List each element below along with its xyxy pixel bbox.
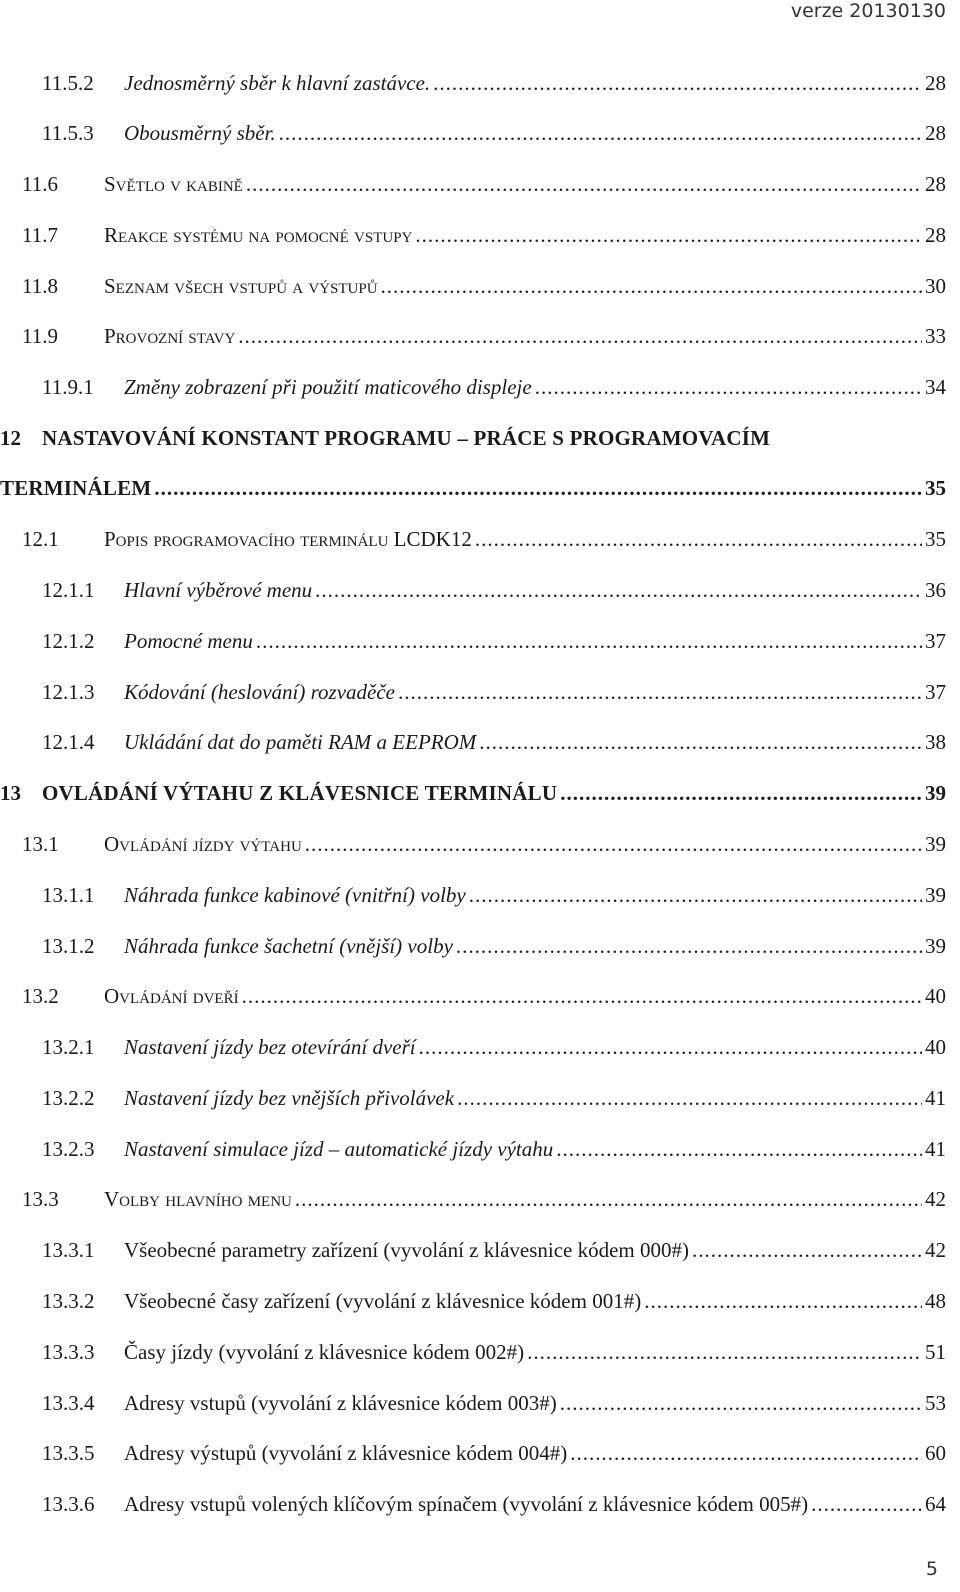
toc-entry-number: 13.3.1	[42, 1238, 95, 1262]
toc-entry-page: 64	[925, 1492, 946, 1516]
toc-entry-page: 34	[925, 375, 946, 399]
dot-leader	[535, 372, 922, 402]
toc-entry[interactable]	[0, 727, 946, 757]
toc-entry-number: 13.3.2	[42, 1289, 95, 1313]
dot-leader	[419, 1032, 922, 1062]
toc-entry-title: Adresy vstupů (vyvolání z klávesnice kódem 003#)	[124, 1391, 557, 1415]
toc-entry[interactable]	[0, 169, 946, 199]
toc-entry-page: 39	[925, 781, 946, 805]
toc-entry-title: Všeobecné časy zařízení (vyvolání z klávesnice kódem 001#)	[124, 1289, 642, 1313]
toc-entry-title: Seznam všech vstupů a výstupů	[104, 274, 378, 298]
toc-entry-page: 41	[925, 1137, 946, 1161]
toc-entry-page: 60	[925, 1441, 946, 1465]
toc-entry[interactable]	[0, 1286, 946, 1316]
toc-entry[interactable]	[0, 981, 946, 1011]
toc-entry-title: Obousměrný sběr.	[124, 121, 276, 145]
dot-leader	[315, 575, 922, 605]
toc-entry[interactable]	[0, 220, 946, 250]
toc-entry-title: TERMINÁLEM	[0, 476, 152, 500]
toc-entry-page: 28	[925, 223, 946, 247]
toc-entry-page: 39	[925, 934, 946, 958]
dot-leader	[527, 1337, 922, 1367]
toc-entry-number: 12.1.4	[42, 730, 95, 754]
toc-entry-page: 42	[925, 1238, 946, 1262]
toc-entry-title: Nastavení jízdy bez otevírání dveří	[124, 1035, 416, 1059]
toc-entry-page: 53	[925, 1391, 946, 1415]
dot-leader	[469, 880, 922, 910]
dot-leader	[570, 1438, 922, 1468]
toc-entry-number: 13.3.6	[42, 1492, 95, 1516]
dot-leader	[692, 1235, 922, 1265]
toc-entry-number: 11.9	[22, 324, 58, 348]
dot-leader	[242, 981, 922, 1011]
toc-entry[interactable]	[0, 931, 946, 961]
dot-leader	[456, 931, 922, 961]
toc-entry-title: Popis programovacího terminálu LCDK12	[104, 527, 472, 551]
toc-entry-title: Nastavení simulace jízd – automatické jízdy výtahu	[124, 1137, 554, 1161]
toc-entry-number: 11.5.2	[42, 71, 94, 95]
dot-leader	[154, 473, 922, 503]
dot-leader	[475, 524, 922, 554]
toc-entry-number: 12.1.3	[42, 680, 95, 704]
toc-entry-number: 12.1	[22, 527, 59, 551]
dot-leader	[398, 677, 922, 707]
toc-entry-number: 13.2.3	[42, 1137, 95, 1161]
dot-leader	[433, 68, 922, 98]
dot-leader	[295, 1184, 922, 1214]
version-label: verze 20130130	[790, 0, 946, 22]
toc-entry-page: 37	[925, 680, 946, 704]
toc-entry-chapter-heading[interactable]	[0, 423, 946, 453]
toc-entry-title: Kódování (heslování) rozvaděče	[124, 680, 395, 704]
toc-entry-title: Reakce systému na pomocné vstupy	[104, 223, 413, 247]
toc-entry-page: 41	[925, 1086, 946, 1110]
toc-entry-page: 37	[925, 629, 946, 653]
dot-leader	[556, 1134, 922, 1164]
toc-entry[interactable]	[0, 1489, 946, 1519]
toc-entry-number: 11.5.3	[42, 121, 94, 145]
toc-entry-page: 40	[925, 1035, 946, 1059]
toc-entry-chapter-continuation[interactable]	[0, 473, 946, 503]
toc-entry-number: 13.3.4	[42, 1391, 95, 1415]
toc-entry-number: 13.2	[22, 984, 59, 1008]
toc-entry-page: 36	[925, 578, 946, 602]
toc-entry-page: 30	[925, 274, 946, 298]
page-number: 5	[925, 1558, 938, 1580]
toc-entry[interactable]	[0, 829, 946, 859]
toc-entry[interactable]	[0, 1337, 946, 1367]
toc-entry[interactable]	[0, 677, 946, 707]
toc-entry-title: Ovládání jízdy výtahu	[104, 832, 302, 856]
toc-entry-title: Provozní stavy	[104, 324, 236, 348]
toc-entry-number: 11.9.1	[42, 375, 94, 399]
dot-leader	[811, 1489, 922, 1519]
dot-leader	[560, 1388, 922, 1418]
toc-entry-number: 13.1	[22, 832, 59, 856]
toc-entry[interactable]	[0, 1032, 946, 1062]
toc-entry-number: 13	[0, 781, 21, 805]
toc-entry-title: Adresy vstupů volených klíčovým spínačem (vyvolání z klávesnice kódem 005#)	[124, 1492, 809, 1516]
toc-entry-title: Hlavní výběrové menu	[124, 578, 313, 602]
toc-entry-title: Změny zobrazení při použití maticového displeje	[124, 375, 532, 399]
toc-entry[interactable]	[0, 1184, 946, 1214]
dot-leader	[415, 220, 922, 250]
toc-entry[interactable]	[0, 1235, 946, 1265]
toc-entry-page: 38	[925, 730, 946, 754]
toc-entry-page: 51	[925, 1340, 946, 1364]
toc-entry-page: 40	[925, 984, 946, 1008]
toc-entry[interactable]	[0, 372, 946, 402]
dot-leader	[305, 829, 922, 859]
dot-leader	[279, 118, 922, 148]
toc-entry-title: Volby hlavního menu	[104, 1187, 292, 1211]
toc-entry-number: 13.2.1	[42, 1035, 95, 1059]
toc-entry-title: Ukládání dat do paměti RAM a EEPROM	[124, 730, 477, 754]
toc-entry[interactable]	[0, 321, 946, 351]
toc-entry-chapter[interactable]	[0, 778, 946, 808]
dot-leader	[560, 778, 922, 808]
toc-entry-title: Všeobecné parametry zařízení (vyvolání z klávesnice kódem 000#)	[124, 1238, 690, 1262]
toc-entry-number: 13.2.2	[42, 1086, 95, 1110]
toc-entry-number: 11.8	[22, 274, 58, 298]
dot-leader	[479, 727, 922, 757]
dot-leader	[246, 169, 922, 199]
toc-entry[interactable]	[0, 575, 946, 605]
toc-entry-title: Náhrada funkce šachetní (vnější) volby	[124, 934, 453, 958]
toc-entry[interactable]	[0, 524, 946, 554]
toc-entry-title: Ovládání dveří	[104, 984, 239, 1008]
toc-entry-title: Adresy výstupů (vyvolání z klávesnice kódem 004#)	[124, 1441, 568, 1465]
toc-entry-title: Světlo v kabině	[104, 172, 243, 196]
toc-entry[interactable]	[0, 626, 946, 656]
toc-entry[interactable]	[0, 1083, 946, 1113]
toc-entry-title: Náhrada funkce kabinové (vnitřní) volby	[124, 883, 466, 907]
toc-entry-title: Jednosměrný sběr k hlavní zastávce.	[124, 71, 431, 95]
toc-entry[interactable]	[0, 880, 946, 910]
toc-entry-title: Pomocné menu	[124, 629, 253, 653]
toc-entry-number: 13.3.3	[42, 1340, 95, 1364]
toc-entry[interactable]	[0, 271, 946, 301]
toc-entry[interactable]	[0, 1134, 946, 1164]
toc-entry-page: 33	[925, 324, 946, 348]
toc-entry-number: 11.6	[22, 172, 58, 196]
toc-entry-title: NASTAVOVÁNÍ KONSTANT PROGRAMU – PRÁCE S PROGRAMOVACÍM	[42, 426, 771, 450]
toc-entry-page: 28	[925, 121, 946, 145]
toc-entry-number: 12.1.1	[42, 578, 95, 602]
toc-entry-page: 39	[925, 883, 946, 907]
toc-entry-title: Nastavení jízdy bez vnějších přivolávek	[124, 1086, 455, 1110]
toc-entry-number: 13.3.5	[42, 1441, 95, 1465]
toc-entry-page: 48	[925, 1289, 946, 1313]
toc-entry-page: 28	[925, 71, 946, 95]
dot-leader	[644, 1286, 922, 1316]
dot-leader	[256, 626, 922, 656]
toc-entry-page: 42	[925, 1187, 946, 1211]
toc-entry-number: 13.1.1	[42, 883, 95, 907]
toc-entry-page: 35	[925, 527, 946, 551]
toc-entry-page: 35	[925, 476, 946, 500]
toc-entry-title: OVLÁDÁNÍ VÝTAHU Z KLÁVESNICE TERMINÁLU	[42, 781, 558, 805]
toc-entry-number: 12	[0, 426, 21, 450]
toc-entry-number: 12.1.2	[42, 629, 95, 653]
toc-entry[interactable]	[0, 1438, 946, 1468]
toc-entry-number: 13.3	[22, 1187, 59, 1211]
toc-entry-title: Časy jízdy (vyvolání z klávesnice kódem 002#)	[124, 1340, 525, 1364]
toc-entry-number: 13.1.2	[42, 934, 95, 958]
toc-entry-page: 28	[925, 172, 946, 196]
dot-leader	[238, 321, 922, 351]
toc-entry[interactable]	[0, 1388, 946, 1418]
toc-entry[interactable]	[0, 118, 946, 148]
dot-leader	[381, 271, 922, 301]
dot-leader	[457, 1083, 922, 1113]
toc-entry-number: 11.7	[22, 223, 58, 247]
toc-entry[interactable]	[0, 68, 946, 98]
toc-entry-page: 39	[925, 832, 946, 856]
